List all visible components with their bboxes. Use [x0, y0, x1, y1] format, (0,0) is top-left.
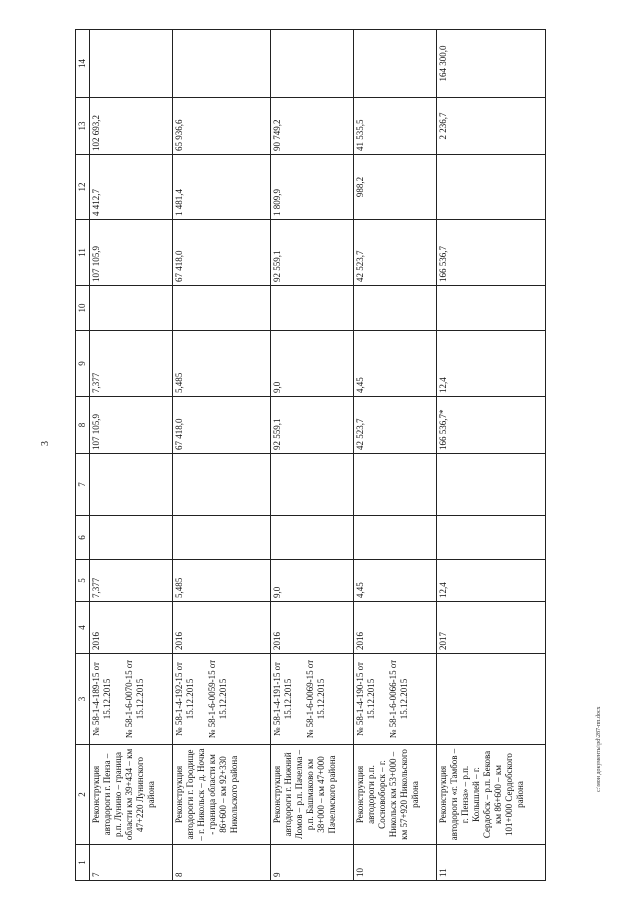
permit-number-cell: № 58-1-4-191-15 от 15.12.2015 № 58-1-6-0069-15 от 15.12.2015 — [271, 654, 354, 745]
total-cost-cell: 42 523,7 — [354, 220, 437, 286]
value-cell: 164 300,0 — [437, 30, 546, 98]
row-number-cell: 7 — [90, 845, 173, 881]
value-cell — [90, 454, 173, 516]
balance-cell: 90 749,2 — [271, 98, 354, 155]
column-header: 6 — [76, 516, 90, 560]
document-path-footer: c:\мои документы\pd\287-пп.docx — [596, 706, 602, 792]
column-header: 12 — [76, 155, 90, 220]
permit-number-cell: № 58-1-4-189-15 от 15.12.2015 № 58-1-6-0070-15 от 15.12.2015 — [90, 654, 173, 745]
table-row — [173, 30, 271, 881]
year-cell: 2016 — [354, 602, 437, 654]
value-cell — [354, 30, 437, 98]
value-cell — [271, 286, 354, 331]
capacity-cell: 4,45 — [354, 331, 437, 397]
object-name-cell: Реконструкция автодороги р.п. Сосновоборск – г. Никольск км 53+000 – км 57+920 Никольского района — [354, 745, 437, 845]
object-name-cell: Реконструкция автодороги г. Городище – г. Никольск – д. Ночка - граница области км 86+600 – км 92+330 Никольского района — [173, 745, 271, 845]
object-name-cell: Реконструкция автодороги «г. Тамбов – г. Пенза» – р.п. Колышлей – г. Сердобск – р.п. Бекова км 86+600 – км 101+000 Сердобского района — [437, 745, 546, 845]
capacity-cell: 12,4 — [437, 560, 546, 602]
estimated-cost-cell: 42 523,7 — [354, 397, 437, 454]
column-header: 2 — [76, 745, 90, 845]
value-cell — [271, 30, 354, 98]
column-header: 5 — [76, 560, 90, 602]
capacity-cell: 9,0 — [271, 331, 354, 397]
balance-cell: 41 535,5 — [354, 98, 437, 155]
value-cell — [271, 454, 354, 516]
capacity-cell: 5,485 — [173, 560, 271, 602]
value-cell — [437, 454, 546, 516]
capacity-cell: 9,0 — [271, 560, 354, 602]
column-header: 7 — [76, 454, 90, 516]
column-header: 8 — [76, 397, 90, 454]
total-cost-cell: 92 559,1 — [271, 220, 354, 286]
balance-cell: 2 236,7 — [437, 98, 546, 155]
estimated-cost-cell: 92 559,1 — [271, 397, 354, 454]
page-number: 3 — [40, 441, 51, 446]
estimated-cost-cell: 107 105,9 — [90, 397, 173, 454]
total-cost-cell: 166 536,7 — [437, 220, 546, 286]
column-header: 3 — [76, 654, 90, 745]
spent-cell: 4 412,7 — [90, 155, 173, 220]
spent-cell: 988,2 — [354, 155, 437, 220]
spent-cell: 1 809,9 — [271, 155, 354, 220]
data-table — [75, 29, 546, 881]
permit-number-cell: № 58-1-4-190-15 от 15.12.2015 № 58-1-6-0066-15 от 15.12.2015 — [354, 654, 437, 745]
column-header: 9 — [76, 331, 90, 397]
value-cell — [354, 454, 437, 516]
column-header: 13 — [76, 98, 90, 155]
value-cell — [437, 286, 546, 331]
balance-cell: 65 936,6 — [173, 98, 271, 155]
value-cell — [437, 516, 546, 560]
row-number-cell: 11 — [437, 845, 546, 881]
column-header: 14 — [76, 30, 90, 98]
capacity-cell: 5,485 — [173, 331, 271, 397]
row-number-cell: 10 — [354, 845, 437, 881]
estimated-cost-cell: 166 536,7* — [437, 397, 546, 454]
spent-cell: 1 481,4 — [173, 155, 271, 220]
year-cell: 2016 — [90, 602, 173, 654]
estimated-cost-cell: 67 418,0 — [173, 397, 271, 454]
total-cost-cell: 107 105,9 — [90, 220, 173, 286]
capacity-cell: 7,377 — [90, 560, 173, 602]
spent-cell — [437, 155, 546, 220]
year-cell: 2016 — [271, 602, 354, 654]
year-cell: 2017 — [437, 602, 546, 654]
header-row — [76, 30, 90, 881]
row-number-cell: 9 — [271, 845, 354, 881]
permit-number-cell: № 58-1-4-192-15 от 15.12.2015 № 58-1-6-0059-15 от 15.12.2015 — [173, 654, 271, 745]
value-cell — [271, 516, 354, 560]
object-name-cell: Реконструкция автодороги г. Нижний Ломов – р.п. Пачелма – р.п. Башмаково км 38+000 – км 47+000 Пачелмского района — [271, 745, 354, 845]
value-cell — [354, 516, 437, 560]
column-header: 4 — [76, 602, 90, 654]
year-cell: 2016 — [173, 602, 271, 654]
value-cell — [173, 30, 271, 98]
value-cell — [173, 286, 271, 331]
column-header: 11 — [76, 220, 90, 286]
capacity-cell: 7,377 — [90, 331, 173, 397]
table-row — [437, 30, 546, 881]
rotated-table-container — [75, 31, 546, 881]
value-cell — [173, 516, 271, 560]
value-cell — [90, 286, 173, 331]
capacity-cell: 12,4 — [437, 331, 546, 397]
total-cost-cell: 67 418,0 — [173, 220, 271, 286]
table-row — [271, 30, 354, 881]
value-cell — [90, 30, 173, 98]
table-row — [354, 30, 437, 881]
balance-cell: 102 693,2 — [90, 98, 173, 155]
object-name-cell: Реконструкция автодороги г. Пенза – р.п. Лунино – граница области км 39+434 – км 47+220 Лунинского района — [90, 745, 173, 845]
value-cell — [173, 454, 271, 516]
column-header: 1 — [76, 845, 90, 881]
value-cell — [90, 516, 173, 560]
column-header: 10 — [76, 286, 90, 331]
permit-number-cell — [437, 654, 546, 745]
value-cell — [354, 286, 437, 331]
row-number-cell: 8 — [173, 845, 271, 881]
table-row — [90, 30, 173, 881]
capacity-cell: 4,45 — [354, 560, 437, 602]
